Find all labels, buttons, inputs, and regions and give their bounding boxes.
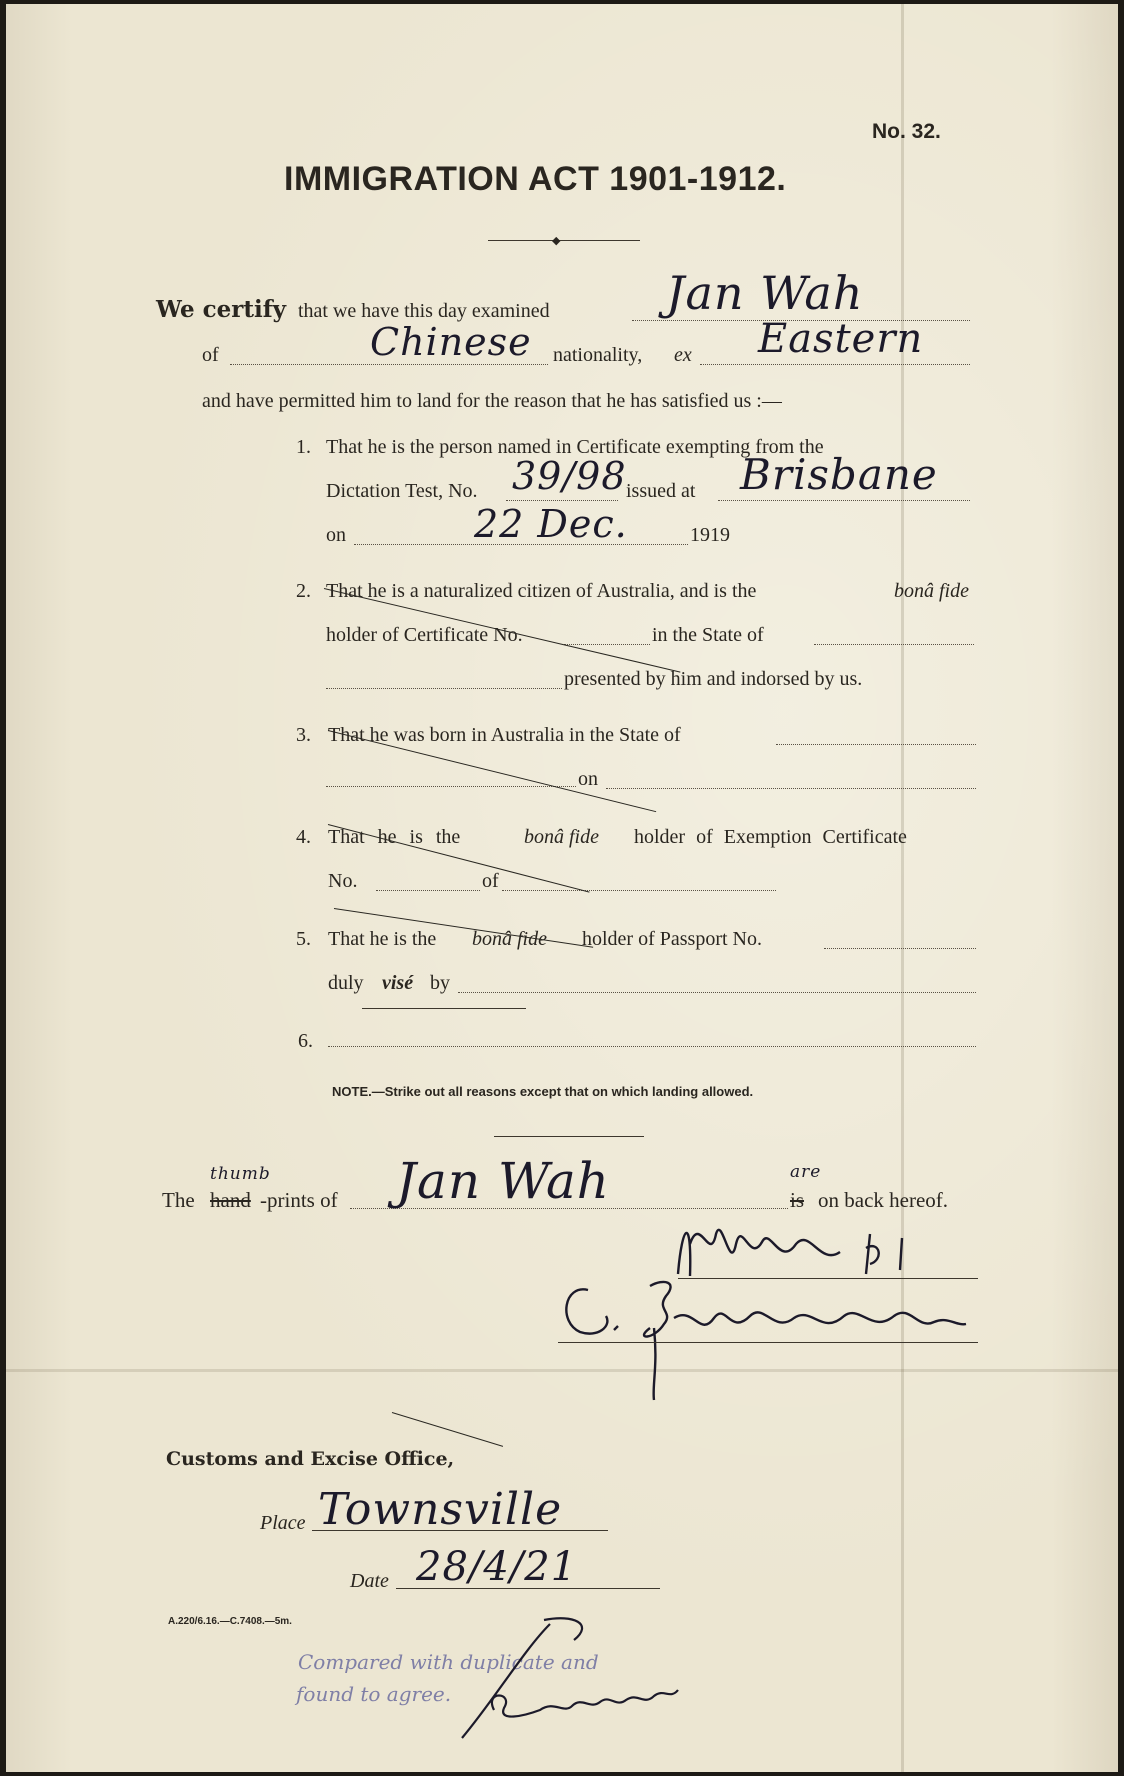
reason-5-rule bbox=[362, 1008, 526, 1009]
reason-4-no-line bbox=[376, 890, 480, 891]
reason-4-of-label: of bbox=[482, 870, 499, 892]
permitted-text: and have permitted him to land for the reason that he has satisfied us :— bbox=[202, 390, 782, 412]
reason-2-state-line bbox=[814, 644, 974, 645]
reason-5-vise: visé bbox=[382, 972, 414, 994]
reason-4-bona-fide: bonâ fide bbox=[524, 826, 599, 848]
date-label: Date bbox=[350, 1570, 389, 1592]
place-value: Townsville bbox=[318, 1484, 563, 1535]
print-on-back: on back hereof. bbox=[818, 1188, 949, 1212]
reason-1-number: 1. bbox=[296, 436, 311, 458]
reason-3-line1: That he was born in Australia in the State of bbox=[328, 724, 681, 746]
fold-crease-vertical bbox=[901, 4, 904, 1772]
reason-2-bona-fide: bonâ fide bbox=[894, 580, 969, 602]
nationality-line bbox=[230, 364, 548, 365]
nationality-value: Chinese bbox=[370, 320, 532, 364]
officer-signature-2 bbox=[554, 1266, 984, 1406]
date-value: 28/4/21 bbox=[416, 1544, 578, 1590]
reason-5-line1a: That he is the bbox=[328, 928, 437, 950]
title-rule bbox=[488, 240, 640, 241]
reason-2-number: 2. bbox=[296, 580, 311, 602]
we-certify-label: We certify bbox=[156, 296, 286, 323]
comparison-stamp-line2: found to agree. bbox=[296, 1682, 452, 1706]
comparison-signature bbox=[454, 1610, 714, 1740]
reason-5-duly: duly bbox=[328, 972, 364, 994]
reason-3-state-line bbox=[776, 744, 976, 745]
office-pen-stroke bbox=[392, 1412, 503, 1447]
document-number: No. 32. bbox=[872, 120, 941, 143]
reason-5-number: 5. bbox=[296, 928, 311, 950]
ex-label: ex bbox=[674, 344, 692, 366]
cert-number-line bbox=[506, 500, 618, 501]
reason-3-date-line-a bbox=[326, 786, 576, 787]
reason-4-line1c: holder of Exemption Certificate bbox=[634, 826, 907, 848]
issued-at-place: Brisbane bbox=[740, 450, 938, 499]
ship-name: Eastern bbox=[758, 316, 924, 362]
reason-1-issued-label: issued at bbox=[626, 480, 696, 502]
customs-office-heading: Customs and Excise Office, bbox=[166, 1448, 455, 1470]
reason-2-presented-line bbox=[326, 688, 562, 689]
reason-4-line1a: That he is the bbox=[328, 826, 461, 848]
certify-text: that we have this day examined bbox=[298, 300, 550, 322]
reason-2-line3: presented by him and indorsed by us. bbox=[564, 668, 863, 690]
reason-6-line bbox=[328, 1046, 976, 1047]
reason-1-on-label: on bbox=[326, 524, 346, 546]
print-of-label: -prints of bbox=[260, 1188, 338, 1212]
officer-signature-2-line bbox=[558, 1342, 978, 1343]
reason-3-date-line-b bbox=[606, 788, 976, 789]
reason-2-cert-line bbox=[564, 644, 650, 645]
reason-3-on-label: on bbox=[578, 768, 598, 790]
reason-6-number: 6. bbox=[298, 1030, 313, 1052]
print-rule bbox=[494, 1136, 644, 1137]
issue-date: 22 Dec. bbox=[474, 502, 628, 546]
title-rule-ornament: ◆ bbox=[552, 235, 561, 247]
examined-name: Jan Wah bbox=[666, 266, 864, 320]
print-the-label: The bbox=[162, 1188, 195, 1212]
reason-1-line1: That he is the person named in Certificate exempting from the bbox=[326, 436, 824, 458]
document-page bbox=[6, 4, 1118, 1772]
reason-2-state-label: in the State of bbox=[652, 624, 764, 646]
ship-line bbox=[700, 364, 970, 365]
vise-by-line bbox=[458, 992, 976, 993]
reason-5-line1c: holder of Passport No. bbox=[582, 928, 762, 950]
reason-5-bona-fide: bonâ fide bbox=[472, 928, 547, 950]
reason-3-number: 3. bbox=[296, 724, 311, 746]
of-label: of bbox=[202, 344, 219, 366]
strike-out-note: NOTE.—Strike out all reasons except that on which landing allowed. bbox=[332, 1084, 754, 1099]
comparison-stamp-line1: Compared with duplicate and bbox=[298, 1650, 599, 1674]
reason-4-of-line bbox=[502, 890, 776, 891]
reason-2-line2a: holder of Certificate No. bbox=[326, 624, 523, 646]
printer-imprint: A.220/6.16.—C.7408.—5m. bbox=[168, 1616, 292, 1627]
reason-4-no-label: No. bbox=[328, 870, 358, 892]
reason-1-line2a: Dictation Test, No. bbox=[326, 480, 478, 502]
issued-at-line bbox=[718, 500, 970, 501]
reason-4-number: 4. bbox=[296, 826, 311, 848]
print-thumb-insert: thumb bbox=[210, 1164, 271, 1184]
print-hand-struck: hand bbox=[210, 1188, 251, 1212]
passport-no-line bbox=[824, 948, 976, 949]
certificate-number: 39/98 bbox=[512, 454, 627, 498]
reason-2-line1a: That he is a naturalized citizen of Australia, and is the bbox=[326, 580, 757, 602]
reason-5-by: by bbox=[430, 972, 450, 994]
nationality-label: nationality, bbox=[553, 344, 643, 366]
place-label: Place bbox=[260, 1512, 306, 1534]
print-is-struck: is bbox=[790, 1188, 805, 1212]
document-title: IMMIGRATION ACT 1901-1912. bbox=[284, 160, 787, 198]
print-are-insert: are bbox=[790, 1162, 822, 1182]
print-name: Jan Wah bbox=[396, 1152, 611, 1210]
issue-year: 1919 bbox=[690, 524, 730, 546]
